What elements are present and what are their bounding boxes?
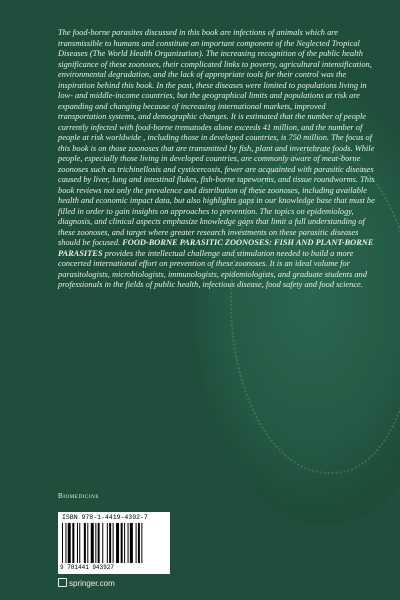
springer-logo-icon bbox=[58, 578, 67, 587]
blurb-paragraph: The food-borne parasites discussed in this book are infections of animals which are transmissible to humans and constitute an important component of the Neglected Tropical Diseases (The World Health Organization). The increasing recognition of the public health significance of these zoonoses, their complicated links to poverty, agricultural intensification, environmental degradation, and the lack of appropriate tools for their control was the inspiration behind this book. In the past, these diseases were limited to populations living in low- and middle-income countries, but the geographical limits and populations at risk are expanding and changing because of increasing international markets, improved transportation systems, and demographic changes. It is estimated that the number of people currently infected with food-borne trematodes alone exceeds 41 million, and the number of people at risk worldwide , including those in developed countries, is 750 million. The focus of this book is on those zoonoses that are transmitted by fish, plant and invertebrate foods. While people, especially those living in developed countries, are commonly aware of meat-borne zoonoses such as trichinellosis and cysticercosis, fewer are acquainted with parasitic diseases caused by liver, lung and intestinal flukes, fish-borne tapeworms, and tissue roundworms. This book reviews not only the prevalence and distribution of these zoonoses, including available health and economic impact data, but also highlights gaps in our knowledge base that must be filled in order to gain insights on approaches to prevention. The topics on epidemiology, diagnosis, and clinical aspects emphasize knowledge gaps that limit a full understanding of these zoonoses, and target where greater research investments on these parasitic diseases should be focused. bbox=[58, 28, 375, 247]
publisher-label: springer.com bbox=[69, 579, 115, 588]
publisher-url[interactable] bbox=[58, 578, 115, 588]
subject-category: Biomedicine bbox=[58, 492, 99, 500]
cover-blurb bbox=[58, 28, 376, 291]
isbn-text: ISBN 978-1-4419-4392-7 bbox=[62, 514, 148, 521]
book-title-inline: FOOD-BORNE PARASITIC ZOONOSES: FISH AND PLANT-BORNE PARASITES bbox=[58, 238, 374, 258]
blurb-paragraph-end: provides the intellectual challenge and stimulation needed to build a more concerted international effort on prevention of these zoonoses. It is an ideal volume for parasitologists, microbiologists, immunologists, epidemiologists, and graduate students and professionals in the fields of public health, infectious disease, food safety and food science. bbox=[58, 248, 367, 289]
barcode-digits: 9 781441 943927 bbox=[60, 564, 115, 571]
barcode-icon bbox=[62, 523, 166, 563]
barcode-panel bbox=[58, 512, 170, 574]
